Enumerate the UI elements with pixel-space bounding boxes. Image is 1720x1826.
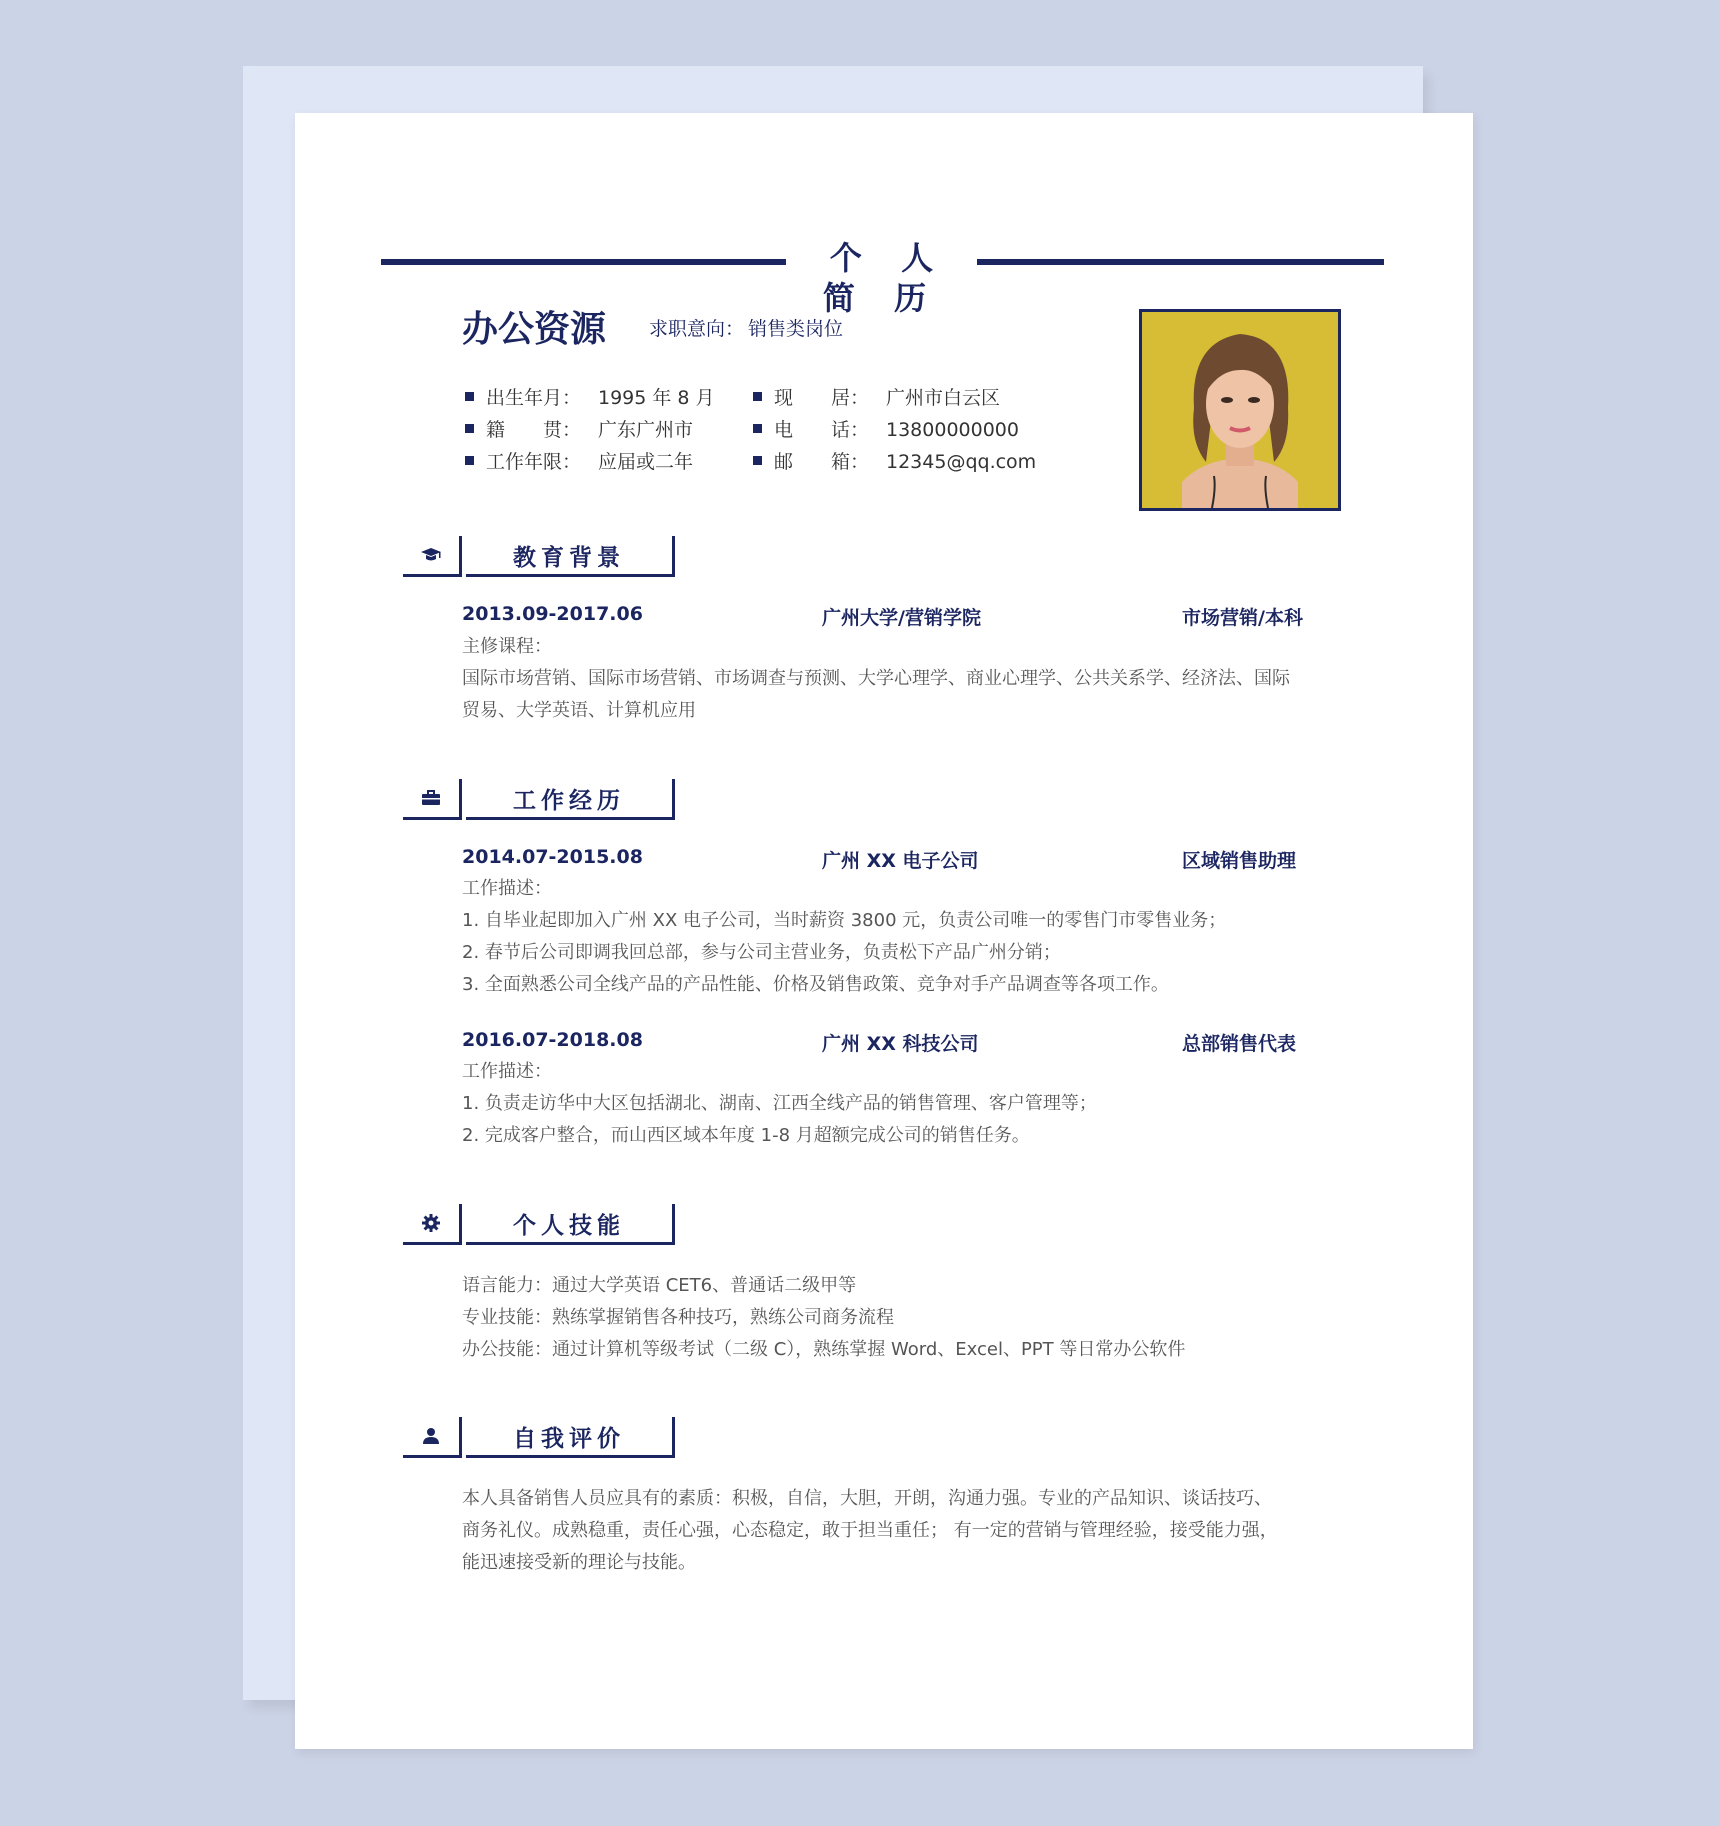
section-skills-header	[403, 1204, 673, 1246]
section-education-header	[403, 536, 673, 578]
education-school: 广州大学/营销学院	[822, 607, 981, 629]
job-period: 2016.07-2018.08	[462, 1029, 643, 1051]
job-position: 总部销售代表	[1182, 1033, 1297, 1055]
job-intent-label: 求职意向：	[649, 318, 745, 340]
section-self-title: 自我评价	[466, 1417, 675, 1458]
skills-list	[462, 1270, 1322, 1366]
bullet-icon	[753, 392, 762, 401]
job-description: 工作描述： 1. 负责走访华中大区包括湖北、湖南、江西全线产品的销售管理、客户管理等； 2. 完成客户整合，而山西区域本年度 1-8 月超额完成公司的销售任务。	[462, 1061, 1097, 1146]
bullet-icon	[753, 424, 762, 433]
section-education-title: 教育背景	[466, 536, 675, 577]
job-intent-value: 销售类岗位	[748, 318, 844, 340]
job-period: 2014.07-2015.08	[462, 846, 643, 868]
info-email: 邮 箱： 12345@qq.com	[753, 447, 1036, 479]
portrait-image	[1142, 312, 1338, 508]
section-work-header	[403, 779, 673, 821]
job-description: 工作描述： 1. 自毕业起即加入广州 XX 电子公司，当时薪资 3800 元，负责公司唯一的零售门市零售业务； 2. 春节后公司即调我回总部，参与公司主营业务，负责松下产品广州分销； 3. 全面熟悉公司全线产品的产品性能、价格及销售政策、竞争对手产品调查等各项工作。	[462, 878, 1227, 995]
info-residence: 现 居： 广州市白云区	[753, 383, 1000, 415]
info-phone: 电 话： 13800000000	[753, 415, 1019, 447]
bullet-icon	[465, 456, 474, 465]
section-skills-title: 个人技能	[466, 1204, 675, 1245]
candidate-name: 办公资源	[462, 309, 607, 350]
briefcase-icon	[403, 779, 462, 820]
education-major: 市场营销/本科	[1182, 607, 1303, 629]
title-rule-right	[977, 259, 1384, 265]
info-birth: 出生年月： 1995 年 8 月	[465, 383, 715, 415]
person-icon	[403, 1417, 462, 1458]
graduation-cap-icon	[403, 536, 462, 577]
education-courses: 主修课程： 国际市场营销、国际市场营销、市场调查与预测、大学心理学、商业心理学、公共关系学、经济法、国际 贸易、大学英语、计算机应用	[462, 636, 1290, 721]
skill-item: 专业技能：熟练掌握销售各种技巧，熟练公司商务流程	[462, 1307, 894, 1328]
page-title: 个 人 简 历	[822, 239, 948, 317]
title-row	[381, 238, 1384, 317]
job-company: 广州 XX 电子公司	[822, 850, 979, 872]
job-row	[462, 1029, 1322, 1057]
section-self-header	[403, 1417, 673, 1459]
gear-icon	[403, 1204, 462, 1245]
job-position: 区域销售助理	[1182, 850, 1297, 872]
section-work-title: 工作经历	[466, 779, 675, 820]
self-evaluation: 本人具备销售人员应具有的素质：积极，自信，大胆，开朗，沟通力强。专业的产品知识、谈话技巧、 商务礼仪。成熟稳重，责任心强，心态稳定，敢于担当重任； 有一定的营销与管理经验，接受能力强， 能迅速接受新的理论与技能。	[462, 1488, 1278, 1573]
job-intent	[649, 314, 843, 341]
info-hometown: 籍 贯： 广东广州市	[465, 415, 693, 447]
skill-item: 语言能力：通过大学英语 CET6、普通话二级甲等	[462, 1275, 857, 1296]
job-company: 广州 XX 科技公司	[822, 1033, 979, 1055]
profile-photo	[1139, 309, 1341, 511]
title-rule-left	[381, 259, 786, 265]
bullet-icon	[753, 456, 762, 465]
resume-page	[295, 113, 1473, 1749]
education-row	[462, 603, 1322, 631]
info-experience-years: 工作年限： 应届或二年	[465, 447, 693, 479]
job-row	[462, 846, 1322, 874]
bullet-icon	[465, 424, 474, 433]
bullet-icon	[465, 392, 474, 401]
skill-item: 办公技能：通过计算机等级考试（二级 C），熟练掌握 Word、Excel、PPT 等日常办公软件	[462, 1339, 1186, 1360]
education-period: 2013.09-2017.06	[462, 603, 643, 625]
